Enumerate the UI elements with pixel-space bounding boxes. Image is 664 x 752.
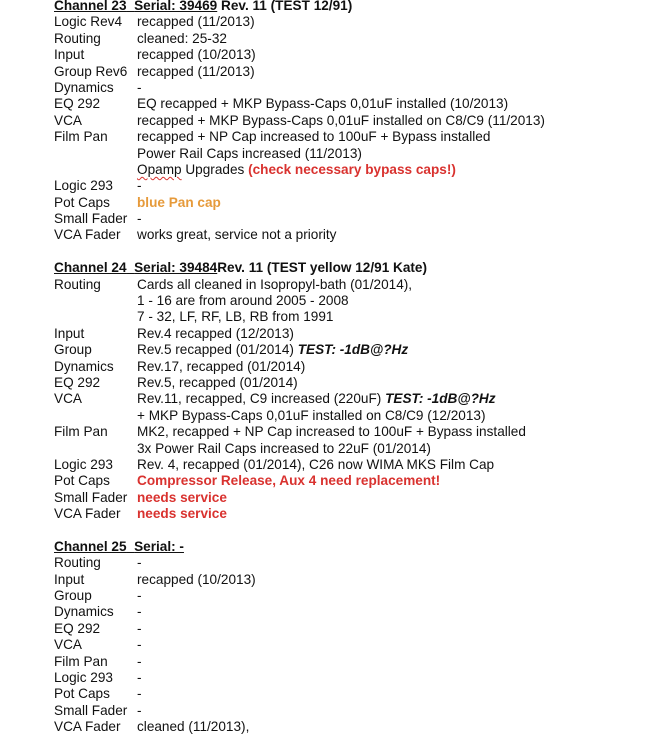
row-label: EQ 292	[54, 620, 101, 636]
warning-text: needs service	[137, 489, 227, 505]
row-value: recapped (11/2013)	[137, 63, 255, 79]
row-label: Routing	[54, 555, 101, 571]
row-label: Input	[54, 325, 85, 341]
channel-title: Channel 24	[54, 260, 127, 276]
log-row	[54, 604, 654, 620]
row-label: Logic 293	[54, 670, 113, 686]
log-row	[54, 195, 654, 211]
log-row	[54, 555, 654, 571]
log-row	[54, 80, 654, 96]
row-label: Input	[54, 571, 85, 587]
warning-text: needs service	[137, 506, 227, 522]
log-row	[54, 719, 654, 735]
row-label: EQ 292	[54, 96, 101, 112]
channel-24-section	[54, 260, 654, 522]
row-value: -	[137, 79, 142, 95]
log-row	[54, 47, 654, 63]
channel-serial: Serial: 39469	[134, 0, 218, 13]
row-value: -	[137, 653, 142, 669]
row-value: Cards all cleaned in Isopropyl-bath (01/2014),	[137, 276, 413, 292]
log-row	[54, 359, 654, 375]
channel-23-section	[54, 0, 654, 244]
log-row	[54, 178, 654, 194]
row-label: VCA	[54, 112, 82, 128]
row-value: + MKP Bypass-Caps 0,01uF installed on C8/C9 (12/2013)	[137, 407, 486, 423]
row-value: recapped (10/2013)	[137, 47, 256, 63]
log-row	[54, 473, 654, 489]
row-value: -	[137, 670, 142, 686]
row-label: Pot Caps	[54, 194, 110, 210]
log-row	[54, 637, 654, 653]
row-value: works great, service not a priority	[137, 227, 337, 243]
row-label: Routing	[54, 30, 101, 46]
log-row	[54, 211, 654, 227]
row-label: Group	[54, 342, 92, 358]
row-value: -	[137, 178, 142, 194]
log-row-continuation	[54, 146, 654, 162]
log-row	[54, 588, 654, 604]
row-label: Group	[54, 588, 92, 604]
channel-title: Channel 23	[54, 0, 127, 13]
row-value: -	[137, 555, 142, 571]
log-row-continuation	[54, 309, 654, 325]
row-label: Routing	[54, 276, 101, 292]
channel-serial: Serial: -	[134, 538, 184, 554]
warning-text: (check necessary bypass caps!)	[248, 161, 456, 177]
row-label: Input	[54, 47, 85, 63]
channel-25-section	[54, 539, 654, 736]
log-row-continuation	[54, 441, 654, 457]
row-value: recapped (11/2013)	[137, 14, 255, 30]
log-row	[54, 14, 654, 30]
log-row	[54, 572, 654, 588]
channel-heading	[54, 260, 654, 276]
row-label: Group Rev6	[54, 63, 128, 79]
log-row	[54, 227, 654, 243]
row-value: 3x Power Rail Caps increased to 22uF (01/2014)	[137, 440, 431, 456]
log-row	[54, 424, 654, 440]
log-row-continuation	[54, 408, 654, 424]
row-value: recapped + MKP Bypass-Caps 0,01uF installed on C8/C9 (11/2013)	[137, 112, 545, 128]
row-value: cleaned: 25-32	[137, 30, 227, 46]
row-value: -	[137, 588, 142, 604]
channel-revision: Rev. 11 (TEST 12/91)	[221, 0, 353, 13]
log-row	[54, 654, 654, 670]
row-value: -	[137, 686, 142, 702]
channel-heading	[54, 539, 654, 555]
row-label: Film Pan	[54, 129, 108, 145]
log-row	[54, 457, 654, 473]
log-row	[54, 342, 654, 358]
row-value: Rev.11, recapped, C9 increased (220uF)	[137, 391, 386, 407]
row-label: Film Pan	[54, 653, 108, 669]
row-value: Power Rail Caps increased (11/2013)	[137, 145, 362, 161]
log-row	[54, 391, 654, 407]
test-note: TEST: -1dB@?Hz	[297, 342, 409, 358]
log-row	[54, 621, 654, 637]
row-label: Pot Caps	[54, 686, 110, 702]
test-note: TEST: -1dB@?Hz	[385, 391, 496, 407]
row-value: -	[137, 637, 142, 653]
row-value: -	[137, 211, 142, 227]
log-row	[54, 113, 654, 129]
log-row	[54, 506, 654, 522]
row-label: EQ 292	[54, 374, 101, 390]
channel-heading	[54, 0, 654, 14]
row-label: Dynamics	[54, 604, 114, 620]
log-row	[54, 129, 654, 145]
channel-title: Channel 25	[54, 538, 127, 554]
row-value: -	[137, 604, 142, 620]
log-row	[54, 686, 654, 702]
row-label: VCA Fader	[54, 227, 121, 243]
row-value: Rev.5, recapped (01/2014)	[137, 374, 298, 390]
row-label: Logic Rev4	[54, 14, 123, 30]
row-label: VCA Fader	[54, 719, 121, 735]
row-value: recapped (10/2013)	[137, 571, 256, 587]
row-label: Pot Caps	[54, 473, 110, 489]
row-value: MK2, recapped + NP Cap increased to 100uF + Bypass installed	[137, 424, 526, 440]
log-row-continuation	[54, 162, 654, 178]
row-value: recapped + NP Cap increased to 100uF + Bypass installed	[137, 129, 491, 145]
log-row	[54, 64, 654, 80]
row-label: VCA Fader	[54, 506, 121, 522]
channel-revision: Rev. 11 (TEST yellow 12/91 Kate)	[217, 260, 428, 276]
row-value: cleaned (11/2013),	[137, 719, 250, 735]
row-label: Film Pan	[54, 424, 108, 440]
row-label: VCA	[54, 391, 82, 407]
log-row	[54, 490, 654, 506]
service-log-document	[54, 0, 654, 752]
log-row	[54, 670, 654, 686]
row-label: Small Fader	[54, 489, 128, 505]
row-value: 1 - 16 are from around 2005 - 2008	[137, 293, 349, 309]
row-value: -	[137, 702, 142, 718]
warning-text: Compressor Release, Aux 4 need replacement!	[137, 473, 441, 489]
log-row	[54, 326, 654, 342]
row-value: Rev.5 recapped (01/2014)	[137, 342, 298, 358]
log-row	[54, 703, 654, 719]
log-row-continuation	[54, 293, 654, 309]
log-row	[54, 277, 654, 293]
channel-serial: Serial: 39484	[134, 260, 218, 276]
row-value: Rev.17, recapped (01/2014)	[137, 358, 306, 374]
row-value: Upgrades	[181, 161, 249, 177]
row-value: 7 - 32, LF, RF, LB, RB from 1991	[137, 309, 334, 325]
row-label: Small Fader	[54, 702, 128, 718]
log-row	[54, 31, 654, 47]
note-text: blue Pan cap	[137, 194, 221, 210]
row-label: VCA	[54, 637, 82, 653]
row-label: Dynamics	[54, 79, 114, 95]
row-label: Logic 293	[54, 178, 113, 194]
row-value: Rev.4 recapped (12/2013)	[137, 325, 294, 341]
row-value: -	[137, 620, 142, 636]
log-row	[54, 375, 654, 391]
row-label: Small Fader	[54, 211, 128, 227]
row-label: Logic 293	[54, 456, 113, 472]
row-value: Rev. 4, recapped (01/2014), C26 now WIMA MKS Film Cap	[137, 456, 495, 472]
row-value: EQ recapped + MKP Bypass-Caps 0,01uF installed (10/2013)	[137, 96, 509, 112]
spellcheck-word: Opamp	[137, 161, 182, 177]
log-row	[54, 96, 654, 112]
row-label: Dynamics	[54, 358, 114, 374]
